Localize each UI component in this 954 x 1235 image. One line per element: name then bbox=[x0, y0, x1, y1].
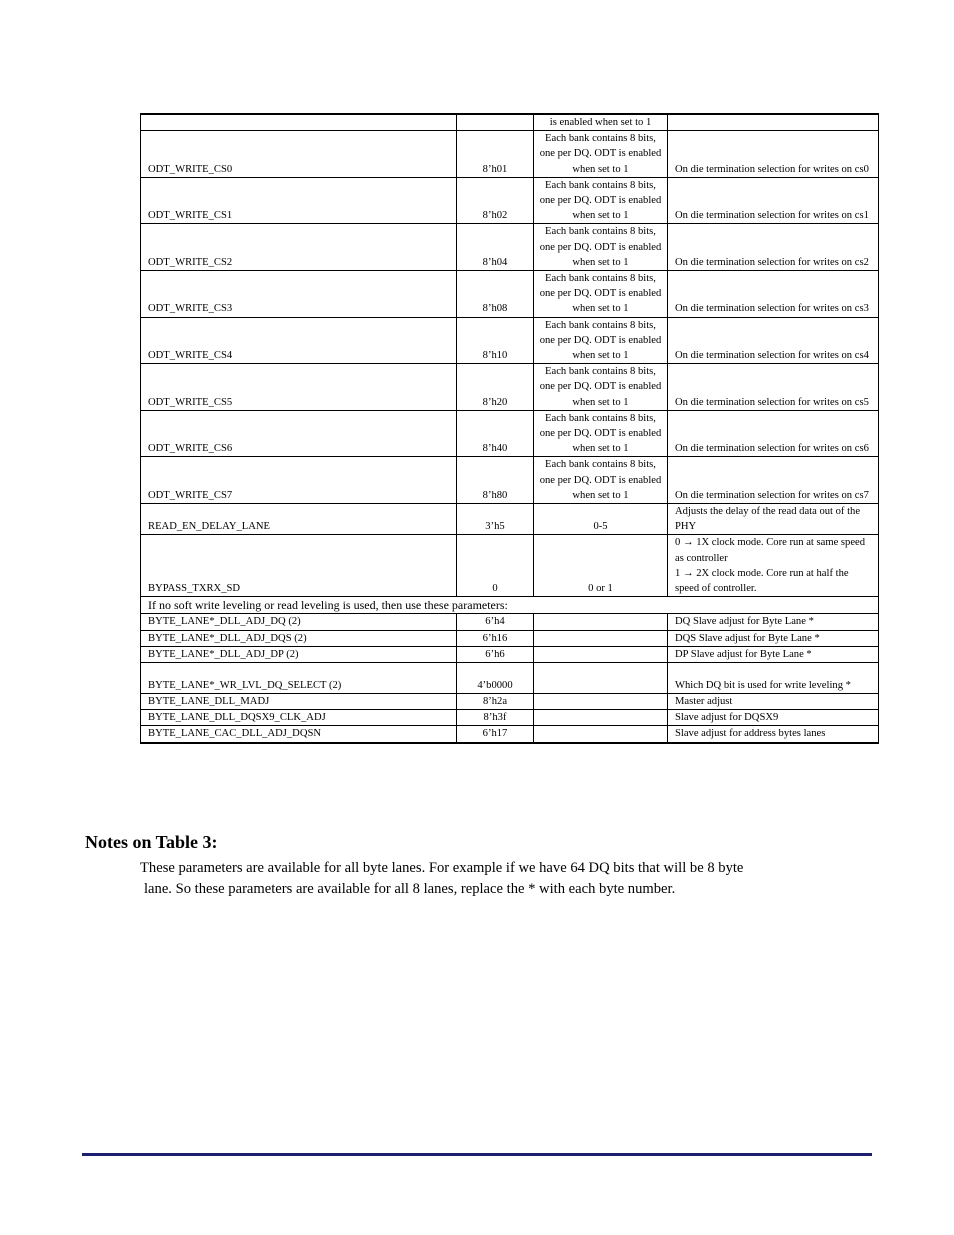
param-description: On die termination selection for writes on cs3 bbox=[668, 271, 879, 318]
param-description: Master adjust bbox=[668, 693, 879, 709]
table-row bbox=[141, 224, 879, 271]
param-default: 8’h10 bbox=[457, 317, 534, 364]
table-row bbox=[141, 726, 879, 743]
table-row bbox=[141, 630, 879, 646]
notes-line: These parameters are available for all byte lanes. For example if we have 64 DQ bits that will be 8 byte bbox=[140, 860, 744, 876]
param-description: Adjusts the delay of the read data out of the PHY bbox=[668, 504, 879, 535]
param-description: On die termination selection for writes on cs5 bbox=[668, 364, 879, 411]
param-default: 8’h3f bbox=[457, 710, 534, 726]
param-description: On die termination selection for writes on cs7 bbox=[668, 457, 879, 504]
param-range bbox=[534, 710, 668, 726]
table-row bbox=[141, 662, 879, 693]
param-description: DQ Slave adjust for Byte Lane * bbox=[668, 614, 879, 630]
param-default: 8’h2a bbox=[457, 693, 534, 709]
notes-heading: Notes on Table 3: bbox=[85, 832, 218, 852]
table-row bbox=[141, 317, 879, 364]
param-default bbox=[457, 114, 534, 131]
param-default: 8’h02 bbox=[457, 177, 534, 224]
param-range: Each bank contains 8 bits, one per DQ. ODT is enabled when set to 1 bbox=[534, 364, 668, 411]
table-row bbox=[141, 364, 879, 411]
param-default: 4’b0000 bbox=[457, 662, 534, 693]
param-name: BYTE_LANE*_WR_LVL_DQ_SELECT (2) bbox=[141, 662, 457, 693]
param-name: ODT_WRITE_CS4 bbox=[141, 317, 457, 364]
param-default: 8’h40 bbox=[457, 410, 534, 457]
table-row bbox=[141, 410, 879, 457]
param-name: ODT_WRITE_CS1 bbox=[141, 177, 457, 224]
param-name: ODT_WRITE_CS0 bbox=[141, 131, 457, 178]
param-name: READ_EN_DELAY_LANE bbox=[141, 504, 457, 535]
param-name: BYTE_LANE_CAC_DLL_ADJ_DQSN bbox=[141, 726, 457, 743]
param-description: DP Slave adjust for Byte Lane * bbox=[668, 646, 879, 662]
table-row bbox=[141, 597, 879, 614]
param-range: Each bank contains 8 bits, one per DQ. ODT is enabled when set to 1 bbox=[534, 410, 668, 457]
param-description: On die termination selection for writes on cs0 bbox=[668, 131, 879, 178]
param-default: 8’h80 bbox=[457, 457, 534, 504]
param-default: 6’h4 bbox=[457, 614, 534, 630]
param-default: 3’h5 bbox=[457, 504, 534, 535]
param-description: Which DQ bit is used for write leveling * bbox=[668, 662, 879, 693]
param-name: BYTE_LANE_DLL_MADJ bbox=[141, 693, 457, 709]
param-name: ODT_WRITE_CS5 bbox=[141, 364, 457, 411]
param-description: DQS Slave adjust for Byte Lane * bbox=[668, 630, 879, 646]
param-range: 0-5 bbox=[534, 504, 668, 535]
param-name: BYTE_LANE*_DLL_ADJ_DP (2) bbox=[141, 646, 457, 662]
param-description: On die termination selection for writes on cs1 bbox=[668, 177, 879, 224]
param-default: 8’h08 bbox=[457, 271, 534, 318]
param-default: 8’h20 bbox=[457, 364, 534, 411]
param-description: On die termination selection for writes on cs6 bbox=[668, 410, 879, 457]
notes-line: lane. So these parameters are available for all 8 lanes, replace the * with each byte number. bbox=[144, 881, 676, 897]
param-range: Each bank contains 8 bits, one per DQ. ODT is enabled when set to 1 bbox=[534, 457, 668, 504]
param-range bbox=[534, 662, 668, 693]
param-description bbox=[668, 114, 879, 131]
table-row bbox=[141, 131, 879, 178]
param-description: On die termination selection for writes on cs4 bbox=[668, 317, 879, 364]
table-row bbox=[141, 177, 879, 224]
param-name: ODT_WRITE_CS3 bbox=[141, 271, 457, 318]
footer-rule bbox=[82, 1153, 872, 1156]
param-range: Each bank contains 8 bits, one per DQ. ODT is enabled when set to 1 bbox=[534, 177, 668, 224]
table-row bbox=[141, 614, 879, 630]
table-row bbox=[141, 693, 879, 709]
param-name: BYTE_LANE*_DLL_ADJ_DQ (2) bbox=[141, 614, 457, 630]
param-default: 0 bbox=[457, 535, 534, 597]
param-name: ODT_WRITE_CS7 bbox=[141, 457, 457, 504]
param-default: 6’h6 bbox=[457, 646, 534, 662]
param-name: BYTE_LANE_DLL_DQSX9_CLK_ADJ bbox=[141, 710, 457, 726]
param-name: ODT_WRITE_CS6 bbox=[141, 410, 457, 457]
param-range bbox=[534, 693, 668, 709]
param-range: 0 or 1 bbox=[534, 535, 668, 597]
table-row bbox=[141, 504, 879, 535]
param-name: BYTE_LANE*_DLL_ADJ_DQS (2) bbox=[141, 630, 457, 646]
param-description: Slave adjust for DQSX9 bbox=[668, 710, 879, 726]
param-name bbox=[141, 114, 457, 131]
param-range: Each bank contains 8 bits, one per DQ. ODT is enabled when set to 1 bbox=[534, 271, 668, 318]
param-range bbox=[534, 726, 668, 743]
param-default: 6’h17 bbox=[457, 726, 534, 743]
param-range bbox=[534, 614, 668, 630]
param-range bbox=[534, 630, 668, 646]
table-span-note: If no soft write leveling or read leveling is used, then use these parameters: bbox=[141, 597, 879, 614]
table-row bbox=[141, 710, 879, 726]
table-row bbox=[141, 457, 879, 504]
param-default: 6’h16 bbox=[457, 630, 534, 646]
table-row bbox=[141, 646, 879, 662]
desc-line: 1 → 2X clock mode. Core run at half the speed of controller. bbox=[675, 567, 849, 595]
table-row bbox=[141, 535, 879, 597]
param-range: Each bank contains 8 bits, one per DQ. ODT is enabled when set to 1 bbox=[534, 131, 668, 178]
param-description: Slave adjust for address bytes lanes bbox=[668, 726, 879, 743]
param-name: ODT_WRITE_CS2 bbox=[141, 224, 457, 271]
param-range: is enabled when set to 1 bbox=[534, 114, 668, 131]
param-range: Each bank contains 8 bits, one per DQ. ODT is enabled when set to 1 bbox=[534, 224, 668, 271]
table-row bbox=[141, 271, 879, 318]
param-name: BYPASS_TXRX_SD bbox=[141, 535, 457, 597]
desc-line: 0 → 1X clock mode. Core run at same speed as controller bbox=[675, 537, 866, 564]
param-default: 8’h01 bbox=[457, 131, 534, 178]
table-row bbox=[141, 114, 879, 131]
param-description bbox=[668, 535, 879, 597]
notes-paragraph bbox=[140, 858, 880, 900]
param-range bbox=[534, 646, 668, 662]
param-default: 8’h04 bbox=[457, 224, 534, 271]
param-range: Each bank contains 8 bits, one per DQ. ODT is enabled when set to 1 bbox=[534, 317, 668, 364]
param-description: On die termination selection for writes on cs2 bbox=[668, 224, 879, 271]
parameter-table bbox=[140, 113, 879, 744]
